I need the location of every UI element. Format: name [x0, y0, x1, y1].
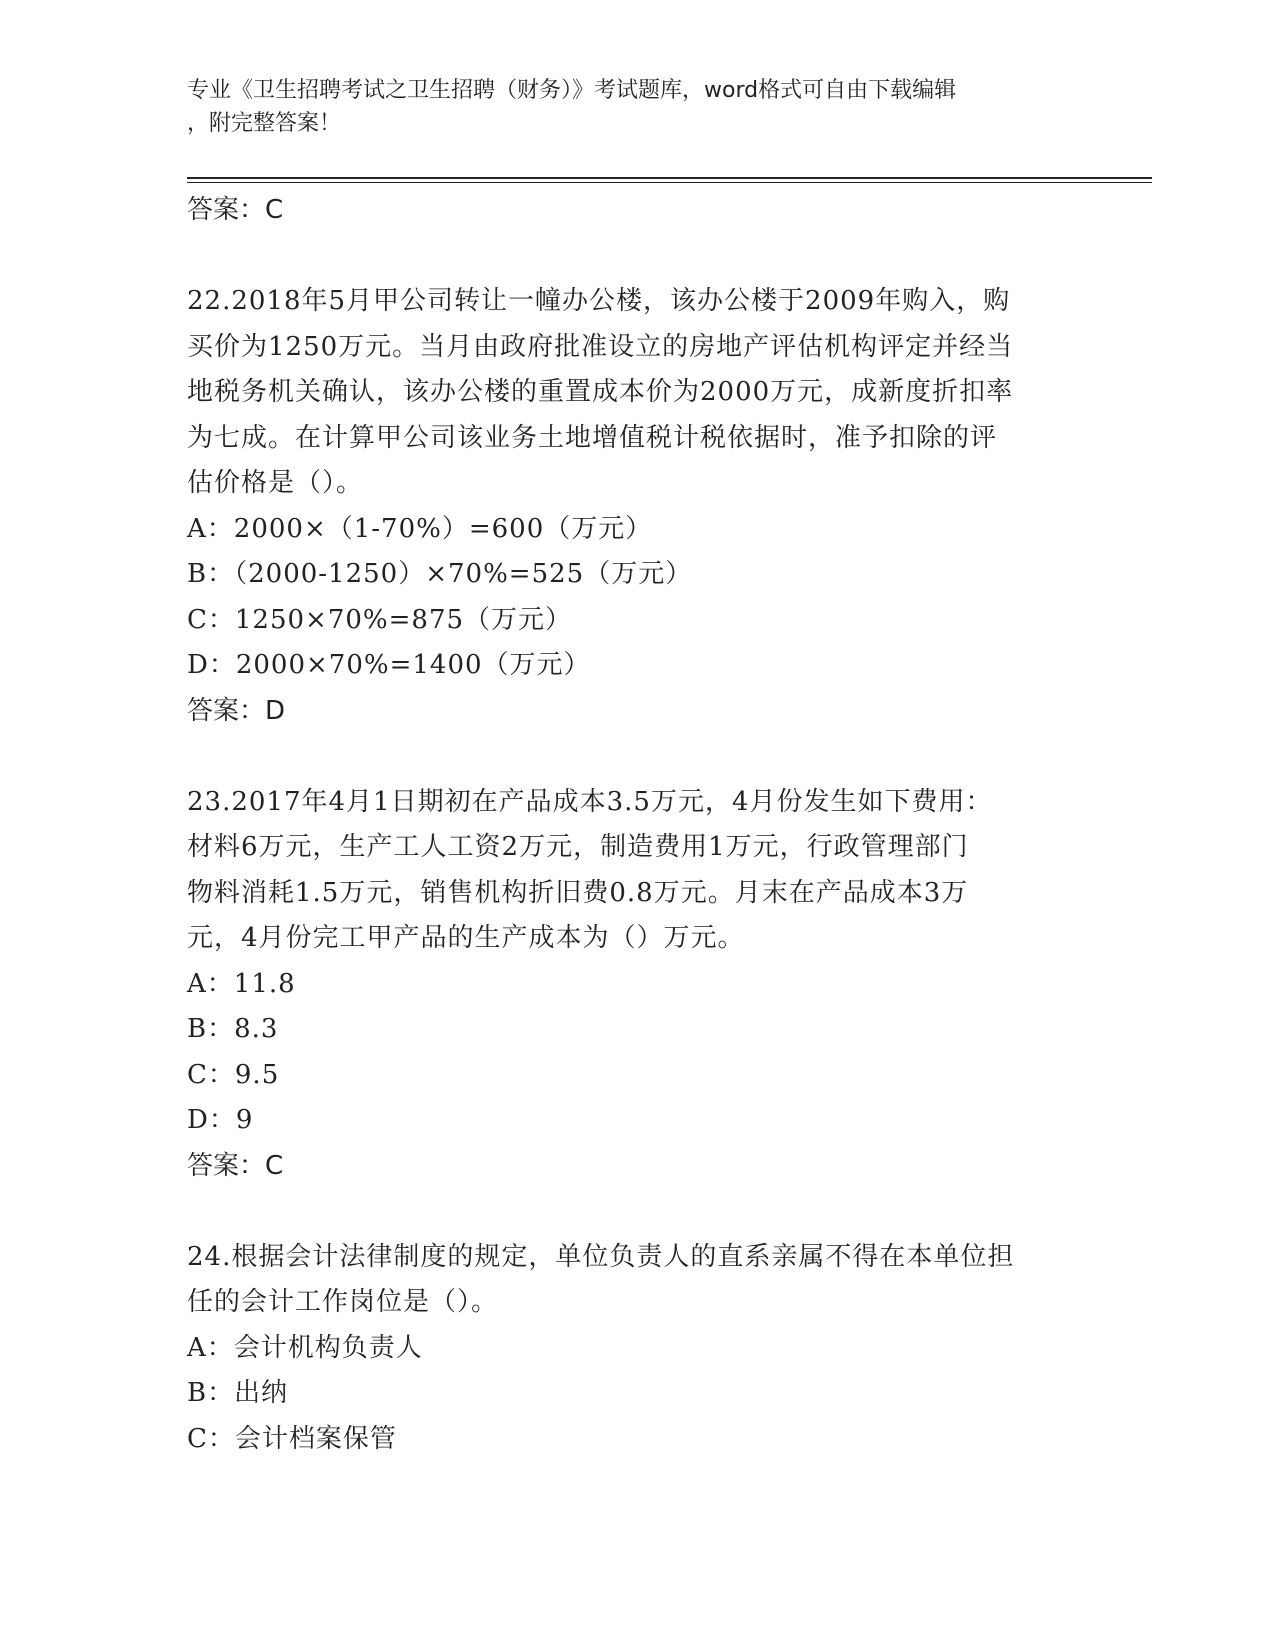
question-22-option-c: C：1250×70%=875（万元） — [187, 604, 573, 635]
question-22-option-d: D：2000×70%=1400（万元） — [187, 650, 591, 680]
question-22 — [187, 279, 1087, 734]
question-24 — [187, 1235, 1087, 1463]
question-23 — [187, 780, 1087, 1189]
question-24-line-1: 24.根据会计法律制度的规定，单位负责人的直系亲属不得在本单位担 — [187, 1241, 1015, 1272]
question-23-line-3: 物料消耗1.5万元，销售机构折旧费0.8万元。月末在产品成本3万 — [187, 877, 969, 908]
question-23-option-a: A：11.8 — [187, 968, 296, 999]
header-line-1: 专业《卫生招聘考试之卫生招聘（财务）》考试题库，word格式可自由下载编辑 — [187, 78, 957, 103]
document-body — [187, 188, 1087, 1462]
question-22-line-4: 为七成。在计算甲公司该业务土地增值税计税依据时，准予扣除的评 — [187, 422, 998, 453]
spacer — [187, 233, 1087, 279]
document-header — [187, 74, 1067, 140]
question-23-option-d: D：9 — [187, 1105, 254, 1135]
spacer — [187, 1189, 1087, 1235]
question-22-line-3: 地税务机关确认，该办公楼的重置成本价为2000万元，成新度折扣率 — [187, 377, 1014, 407]
header-line-2: ，附完整答案！ — [187, 111, 342, 136]
question-23-option-b: B：8.3 — [187, 1014, 279, 1044]
question-24-option-a: A：会计机构负责人 — [187, 1332, 423, 1363]
question-22-line-5: 估价格是（）。 — [187, 468, 364, 498]
previous-answer: 答案：C — [187, 195, 284, 225]
question-24-option-c: C：会计档案保管 — [187, 1423, 397, 1454]
question-22-option-b: B：（2000-1250）×70%=525（万元） — [187, 559, 693, 589]
question-24-option-b: B：出纳 — [187, 1378, 289, 1408]
question-22-line-1: 22.2018年5月甲公司转让一幢办公楼，该办公楼于2009年购入，购 — [187, 286, 1011, 316]
question-22-line-2: 买价为1250万元。当月由政府批准设立的房地产评估机构评定并经当 — [187, 331, 1014, 362]
header-divider-thick — [187, 177, 1152, 179]
question-22-option-a: A：2000×（1-70%）=600（万元） — [187, 513, 653, 544]
question-23-line-1: 23.2017年4月1日期初在产品成本3.5万元，4月份发生如下费用： — [187, 786, 993, 817]
question-23-line-4: 元，4月份完工甲产品的生产成本为（）万元。 — [187, 923, 745, 953]
spacer — [187, 734, 1087, 780]
question-24-line-2: 任的会计工作岗位是（）。 — [187, 1287, 499, 1317]
question-23-answer: 答案：C — [187, 1150, 284, 1181]
question-23-option-c: C：9.5 — [187, 1059, 280, 1090]
question-22-answer: 答案：D — [187, 695, 286, 726]
question-23-line-2: 材料6万元，生产工人工资2万元，制造费用1万元，行政管理部门 — [187, 832, 969, 862]
header-divider-thin — [187, 182, 1152, 183]
